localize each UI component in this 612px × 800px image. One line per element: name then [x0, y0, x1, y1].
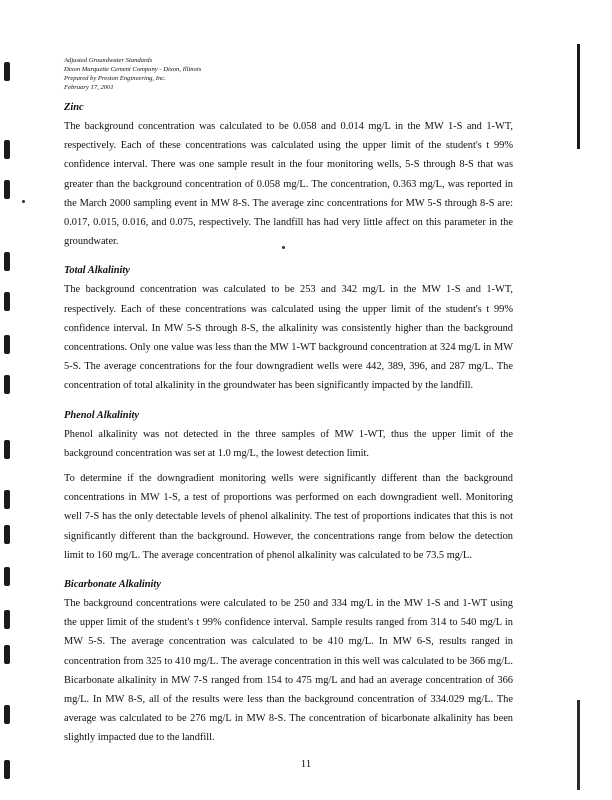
punch-hole [4, 610, 10, 629]
punch-hole [4, 490, 10, 509]
punch-hole [4, 375, 10, 394]
punch-hole [4, 140, 10, 159]
scan-edge-mark [577, 44, 580, 149]
punch-hole [4, 440, 10, 459]
paragraph-phenol-alkalinity-2: To determine if the downgradient monitoring wells were significantly different than the background concentrations in MW 1-S, a test of proportions was performed on each downgradient well. Monitoring well 7-S has the only detectable levels of phenol alkalinity. The test of proportions indicates that this is not significantly different than the background. However, the concentrations range from below the detection limit to 160 mg/L. The average concentration of phenol alkalinity was calculated to be 73.5 mg/L. [64, 473, 513, 561]
scan-edge-mark [577, 700, 580, 790]
paragraph-bicarbonate-alkalinity: The background concentrations were calculated to be 250 and 334 mg/L in the MW 1-S and 1-WT using the upper limit of the student's t 99% confidence interval. Sample results ranged from 314 to 540 mg/L in MW 5-S. The average concentration was calculated to be 410 mg/L. In MW 6-S, results ranged in concentration from 325 to 410 mg/L. The average concentration in this well was calculated to be 366 mg/L. Bicarbonate alkalinity in MW 7-S ranged from 154 to 475 mg/L and had an average concentration of 366 mg/L. In MW 8-S, all of the results were less than the background concentration of 334.029 mg/L. The average was calculated to be 276 mg/L in MW 8-S. The concentration of bicarbonate alkalinity has been slightly impacted due to the landfill. [64, 598, 513, 744]
section-heading-phenol-alkalinity: Phenol Alkalinity [64, 409, 139, 421]
header-line: Prepared by Preston Engineering, Inc. [64, 75, 166, 82]
section-heading-bicarbonate-alkalinity: Bicarbonate Alkalinity [64, 579, 161, 591]
header-line: February 17, 2001 [64, 84, 114, 91]
punch-hole [4, 62, 10, 81]
page-number: 11 [300, 758, 312, 770]
punch-hole [4, 292, 10, 311]
document-body [64, 99, 513, 748]
punch-hole [4, 335, 10, 354]
paragraph-phenol-alkalinity-1: Phenol alkalinity was not detected in the three samples of MW 1-WT, thus the upper limit of the background concentration was set at 1.0 mg/L, the lowest detection limit. [64, 428, 513, 459]
paragraph-total-alkalinity: The background concentration was calculated to be 253 and 342 mg/L in the MW 1-S and 1-WT, respectively. Each of these concentrations was calculated using the upper limit of the student's t 99% confidence interval. In MW 5-S through 8-S, the alkalinity was consistently higher than the background concentrations. Only one value was less than the MW 1-WT background concentration at 324 mg/L in MW 5-S. The average concentrations for the four downgradient wells were 442, 389, 396, and 287 mg/L. The concentration of total alkalinity in the groundwater has been significantly impacted by the landfill. [64, 284, 513, 392]
section-heading-total-alkalinity: Total Alkalinity [64, 265, 130, 277]
punch-hole [4, 180, 10, 199]
paragraph-zinc: The background concentration was calculated to be 0.058 and 0.014 mg/L in the MW 1-S and 1-WT, respectively. Each of these concentrations was calculated using the upper limit of the student's t 99% confidence interval. There was one sample result in the four monitoring wells, 5-S through 8-S that was greater than the background concentration of 0.058 mg/L. The concentration, 0.363 mg/L, was reported in the March 2000 sampling event in MW 8-S. The average zinc concentrations for MW 5-S through 8-S are: 0.017, 0.015, 0.016, and 0.075, respectively. The landfill has had very little affect on this parameter in the groundwater. [64, 121, 513, 248]
header-line: Dixon Marquette Cement Company - Dixon, Illinois [64, 66, 202, 73]
punch-hole [4, 645, 10, 664]
punch-hole [4, 705, 10, 724]
punch-hole [4, 252, 10, 271]
punch-hole [4, 567, 10, 586]
header-line: Adjusted Groundwater Standards [64, 57, 153, 64]
section-heading-zinc: Zinc [64, 102, 84, 113]
scan-speck [22, 200, 25, 203]
document-header [64, 56, 201, 92]
punch-hole [4, 525, 10, 544]
